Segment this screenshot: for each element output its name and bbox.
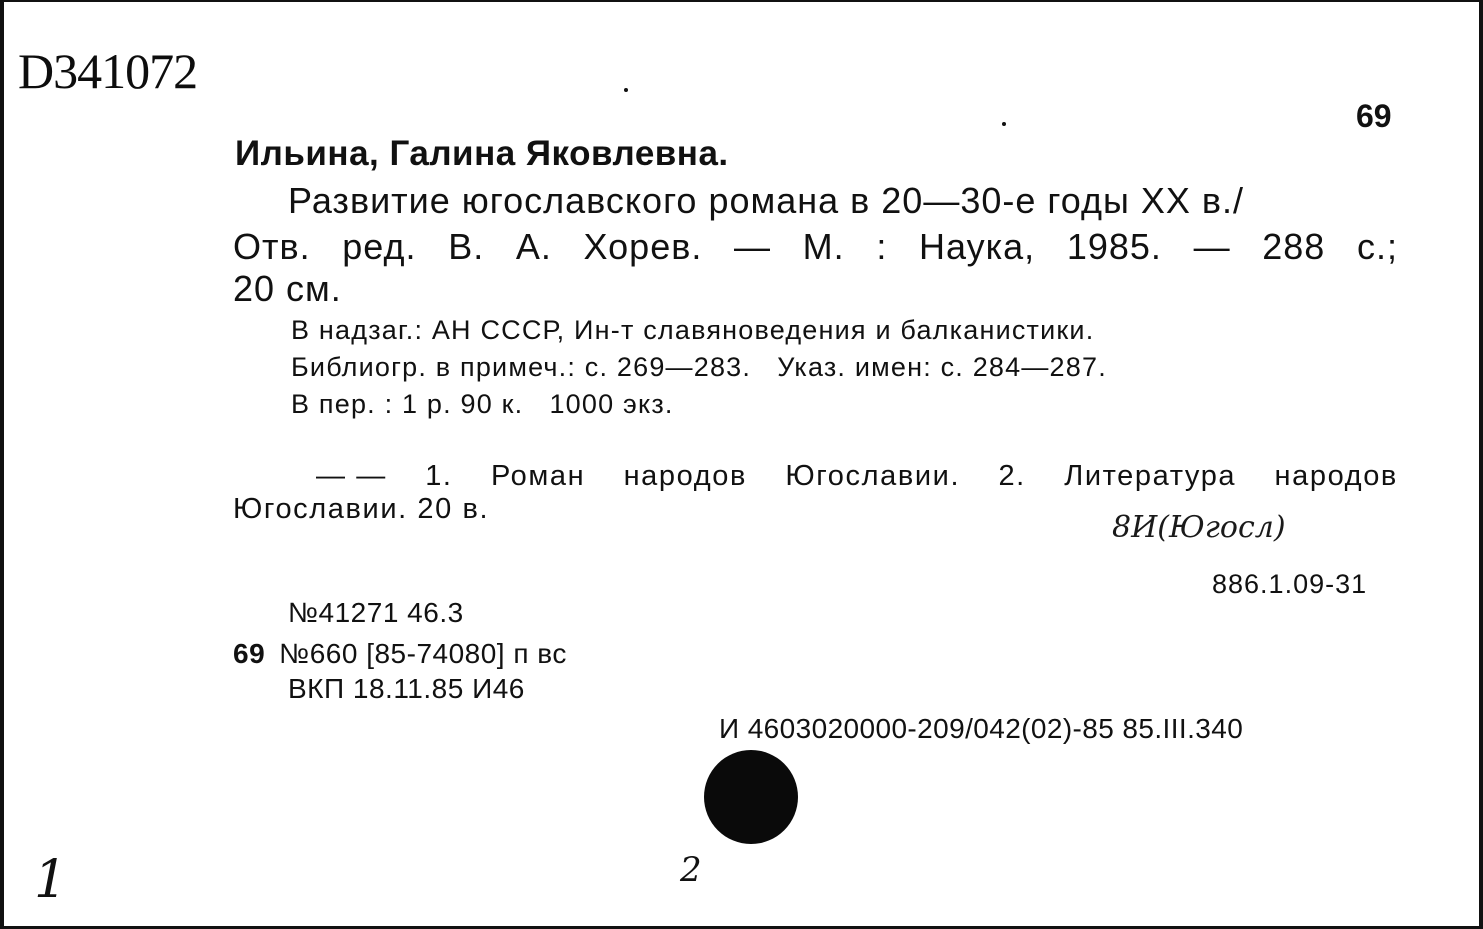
- punch-hole: [704, 750, 798, 844]
- subject-word: 1.: [425, 460, 453, 492]
- card-number: 69: [1356, 98, 1392, 134]
- title-word: В.: [448, 226, 485, 267]
- call-number: D341072: [18, 43, 198, 99]
- title-word: —: [734, 226, 772, 267]
- subject-word: Литература: [1064, 460, 1237, 492]
- title-word: —: [1193, 226, 1231, 267]
- title-word: А.: [515, 226, 552, 267]
- control-line: [233, 638, 567, 670]
- title-word: 288: [1262, 226, 1326, 267]
- control-text: №660 [85-74080] п вс: [279, 638, 567, 669]
- subject-line-justified: [316, 460, 1398, 493]
- title-word: с.;: [1356, 226, 1398, 267]
- margin-mark: 2: [680, 850, 702, 890]
- title-word: Отв.: [233, 226, 311, 267]
- note-line: Библиогр. в примеч.: с. 269—283. Указ. имен: с. 284—287.: [291, 352, 1107, 382]
- subject-word: Роман: [490, 460, 586, 492]
- subject-word: Югославии.: [785, 460, 961, 492]
- control-line: №41271 46.3: [288, 597, 464, 628]
- title-line-justified: [233, 226, 1398, 268]
- classification-code: 886.1.09-31: [1212, 569, 1368, 599]
- title-line: Развитие югославского романа в 20—30-е годы XX в./: [288, 180, 1244, 221]
- margin-mark: 1: [34, 850, 68, 910]
- ink-dot: [1002, 122, 1006, 126]
- subject-word: народов: [623, 460, 747, 492]
- title-word: 1985.: [1066, 226, 1162, 267]
- control-line: ВКП 18.11.85 И46: [288, 673, 525, 704]
- note-line: В надзаг.: АН СССР, Ин-т славяноведения и балканистики.: [291, 315, 1095, 345]
- title-word: Хорев.: [583, 226, 703, 267]
- isbn-line: И 4603020000-209/042(02)-85 85.III.340: [719, 713, 1244, 744]
- subject-word: 2.: [998, 460, 1026, 492]
- ink-dot: [624, 88, 628, 92]
- title-word: М.: [802, 226, 845, 267]
- title-word: ред.: [342, 226, 417, 267]
- subject-word: народов: [1274, 460, 1398, 492]
- handwritten-classification: 8И(Югосл): [1112, 510, 1286, 545]
- note-line: В пер. : 1 р. 90 к. 1000 экз.: [291, 389, 674, 419]
- title-word: Наука,: [919, 226, 1036, 267]
- control-prefix: 69: [233, 638, 266, 669]
- title-line: 20 см.: [233, 268, 342, 309]
- author-heading: Ильина, Галина Яковлевна.: [235, 134, 729, 173]
- subject-word: — —: [316, 460, 387, 492]
- subject-line: Югославии. 20 в.: [233, 493, 490, 525]
- title-word: :: [876, 226, 888, 267]
